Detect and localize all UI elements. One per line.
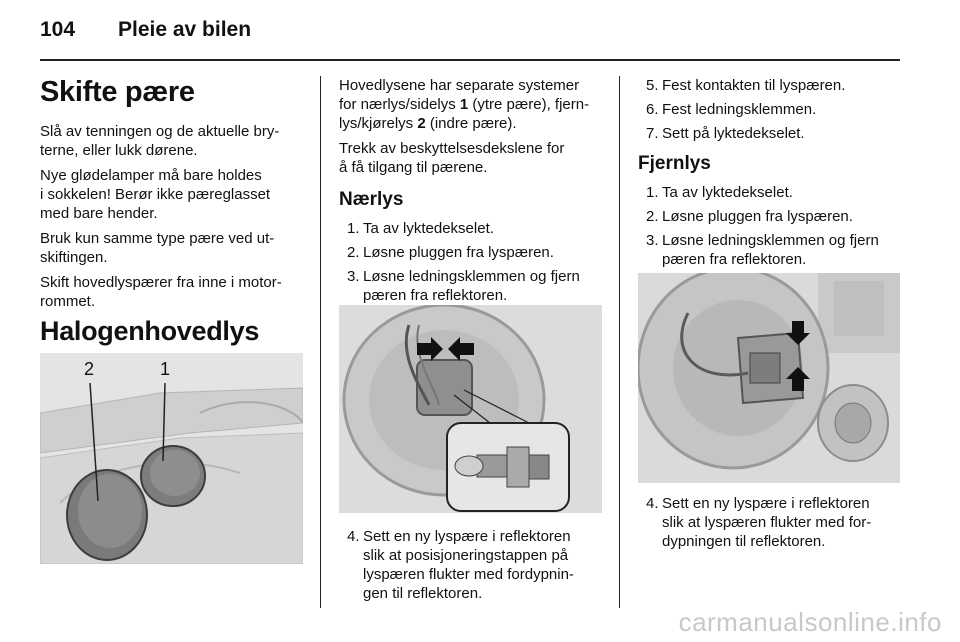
step-number: 2. xyxy=(347,244,360,261)
main-beam-figure xyxy=(638,273,900,483)
list-item xyxy=(638,100,908,119)
halogen-headlight-figure xyxy=(40,353,303,564)
headlight-illustration xyxy=(40,353,303,564)
list-item xyxy=(339,219,609,238)
step-text: Løsne ledningsklemmen og fjern pæren fra reflektoren. xyxy=(662,232,879,268)
intro-line-b-1: for nærlys/sidelys xyxy=(339,96,460,113)
intro-line-c-1: lys/kjørelys xyxy=(339,115,418,132)
paragraph-engine-bay: Skift hovedlyspærer fra inne i motor- rommet. xyxy=(40,274,282,310)
intro-line-a: Hovedlysene har separate systemer xyxy=(339,77,580,94)
page-number: 104 xyxy=(40,18,76,41)
step-number: 5. xyxy=(646,77,659,94)
page-heading: Skifte pære xyxy=(40,76,195,108)
paragraph-same-type: Bruk kun samme type pære ved ut- skiftingen. xyxy=(40,230,275,266)
col2-text xyxy=(339,76,609,310)
step-text: Sett på lyktedekselet. xyxy=(662,125,805,142)
list-item xyxy=(638,231,908,269)
intro-line-b-bold: 1 xyxy=(459,96,469,113)
step-text: Sett en ny lyspære i reflektoren slik at lyspæren flukter med for- dypningen til reflektoren. xyxy=(662,495,872,550)
main-beam-steps xyxy=(638,183,908,269)
step-number: 3. xyxy=(646,232,659,249)
step-number: 4. xyxy=(646,495,659,512)
header-rule xyxy=(40,59,900,61)
step-text: Fest ledningsklemmen. xyxy=(662,101,817,118)
list-item xyxy=(339,527,609,603)
list-item xyxy=(638,76,908,95)
step-text: Løsne pluggen fra lyspæren. xyxy=(662,208,853,225)
paragraph-covers: Trekk av beskyttelsesdekslene for å få tilgang til pærene. xyxy=(339,140,565,176)
watermark: carmanualsonline.info xyxy=(678,607,942,637)
step-text: Sett en ny lyspære i reflektoren slik at posisjoneringstappen på lyspæren flukter med fordypnin- gen til reflektoren. xyxy=(363,528,574,602)
intro-line-c-bold: 2 xyxy=(417,115,426,132)
section-title: Pleie av bilen xyxy=(118,18,252,41)
step-number: 6. xyxy=(646,101,659,118)
list-item xyxy=(638,207,908,226)
step-number: 1. xyxy=(347,220,360,237)
intro-line-c xyxy=(339,114,609,133)
intro-line-b-2: (ytre pære), fjern- xyxy=(468,96,590,113)
col3-step4 xyxy=(638,494,908,556)
dipped-beam-illustration xyxy=(339,305,602,513)
dipped-beam-heading: Nærlys xyxy=(339,189,404,210)
intro-line-c-2: (indre pære). xyxy=(425,115,517,132)
list-item xyxy=(638,124,908,143)
step-number: 3. xyxy=(347,268,360,285)
step-text: Løsne pluggen fra lyspæren. xyxy=(363,244,554,261)
step-text: Ta av lyktedekselet. xyxy=(662,184,793,201)
callout-2: 2 xyxy=(84,359,95,379)
step-number: 1. xyxy=(646,184,659,201)
paragraph-ignition: Slå av tenningen og de aktuelle bry- terne, eller lukk dørene. xyxy=(40,123,280,159)
step-text: Fest kontakten til lyspæren. xyxy=(662,77,846,94)
list-item xyxy=(339,267,609,305)
dipped-beam-steps-cont xyxy=(339,527,609,603)
list-item xyxy=(339,243,609,262)
intro-line-b xyxy=(339,95,609,114)
list-item xyxy=(638,494,908,551)
col2-step4 xyxy=(339,527,609,608)
intro-paragraphs xyxy=(40,122,310,311)
main-beam-heading: Fjernlys xyxy=(638,153,711,174)
step-number: 4. xyxy=(347,528,360,545)
halogen-heading: Halogenhovedlys xyxy=(40,316,260,346)
step-text: Ta av lyktedekselet. xyxy=(363,220,494,237)
list-item xyxy=(638,183,908,202)
step-number: 2. xyxy=(646,208,659,225)
dipped-beam-steps-end xyxy=(638,76,908,143)
dipped-beam-figure xyxy=(339,305,602,513)
column-divider-1 xyxy=(320,76,321,608)
col3-text xyxy=(638,76,908,274)
step-number: 7. xyxy=(646,125,659,142)
step-text: Løsne ledningsklemmen og fjern pæren fra reflektoren. xyxy=(363,268,580,304)
callout-1: 1 xyxy=(160,359,171,379)
main-beam-steps-cont xyxy=(638,494,908,551)
column-divider-2 xyxy=(619,76,620,608)
dipped-beam-steps xyxy=(339,219,609,305)
main-beam-illustration xyxy=(638,273,900,483)
paragraph-handling: Nye glødelamper må bare holdes i sokkelen! Berør ikke pæreglasset med bare hender. xyxy=(40,167,271,222)
